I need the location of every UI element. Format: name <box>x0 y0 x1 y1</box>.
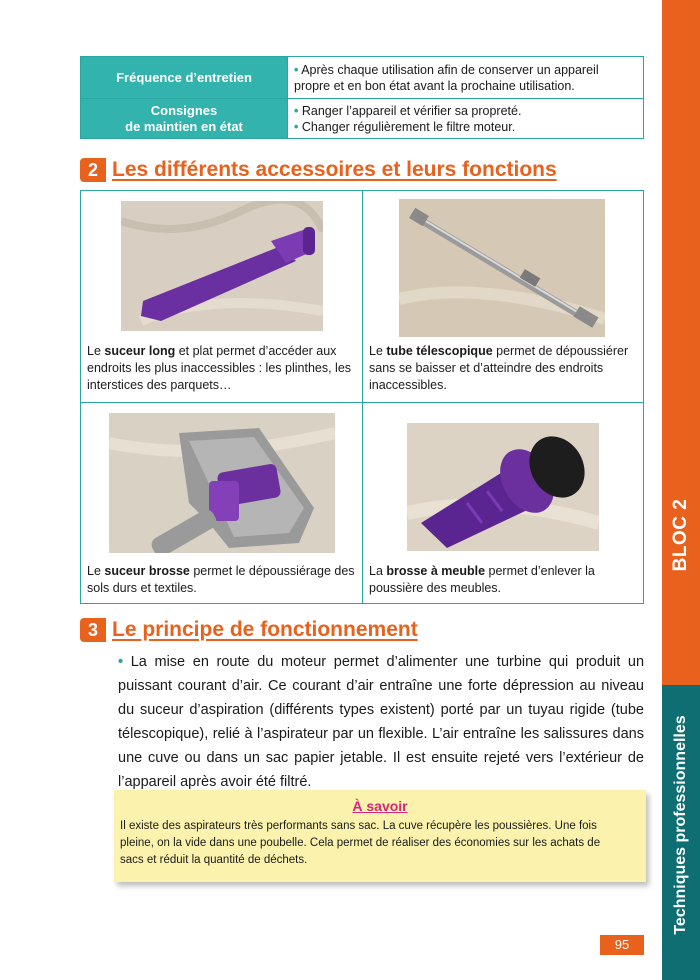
divider <box>81 402 643 403</box>
row-header-instructions: Consignes de maintien en état <box>81 99 288 139</box>
furniture-brush-photo <box>407 423 599 551</box>
long-nozzle-photo <box>121 201 323 331</box>
table-row <box>81 99 644 139</box>
row-content-frequency: • Après chaque utilisation afin de conserver un appareil propre et en bon état avant la prochaine utilisation. <box>288 57 644 99</box>
caption-long-nozzle: Le suceur long et plat permet d’accéder aux endroits les plus inaccessibles : les plinthes, les interstices des parquets… <box>87 344 352 392</box>
row-header-frequency: Fréquence d’entretien <box>81 57 288 99</box>
section-title: Les différents accessoires et leurs fonctions <box>112 158 557 181</box>
did-you-know-note <box>114 790 646 882</box>
section-number: 2 <box>80 158 106 182</box>
divider <box>362 191 363 603</box>
row-content-instructions: • Ranger l’appareil et vérifier sa propreté. • Changer régulièrement le filtre moteur. <box>288 99 644 139</box>
note-text: Il existe des aspirateurs très performants sans sac. La cuve récupère les poussières. Une fois pleine, on la vide dans une poubelle. Cela permet de réaliser des économies sur les achats de sacs et réduit la quantité de déchets. <box>120 820 601 866</box>
bloc-label: BLOC 2 <box>670 498 691 572</box>
principle-paragraph: • La mise en route du moteur permet d’alimenter une turbine qui produit un puissant courant d’air. Ce courant d’air entraîne une forte dépression au niveau du suceur d’aspiration (différents types existent) porté par un tuyau rigide (tube télescopique), relié à l’aspirateur par un flexible. L’air entraîne les salissures dans une cuve ou dans un sac papier jetable. Il est ensuite rejeté vers l’extérieur de l’appareil après avoir été filtré. <box>118 654 645 790</box>
caption-furniture-brush: La brosse à meuble permet d’enlever la poussière des meubles. <box>369 564 595 595</box>
section-3-heading <box>80 618 418 642</box>
section-title: Le principe de fonctionnement <box>112 618 418 641</box>
caption-telescopic-tube: Le tube télescopique permet de dépoussiérer sans se baisser et d’atteindre des endroits inaccessibles. <box>369 344 629 392</box>
accessories-grid <box>80 190 644 604</box>
side-tab <box>662 0 700 980</box>
page-number: 95 <box>600 935 644 955</box>
section-2-heading <box>80 158 557 182</box>
caption-floor-brush: Le suceur brosse permet le dépoussiérage des sols durs et textiles. <box>87 564 355 595</box>
note-title: À savoir <box>352 798 408 814</box>
telescopic-tube-photo <box>399 199 605 337</box>
floor-brush-photo <box>109 413 335 553</box>
maintenance-table <box>80 56 644 139</box>
table-row <box>81 57 644 99</box>
section-label: Techniques professionnelles <box>662 685 700 980</box>
section-number: 3 <box>80 618 106 642</box>
